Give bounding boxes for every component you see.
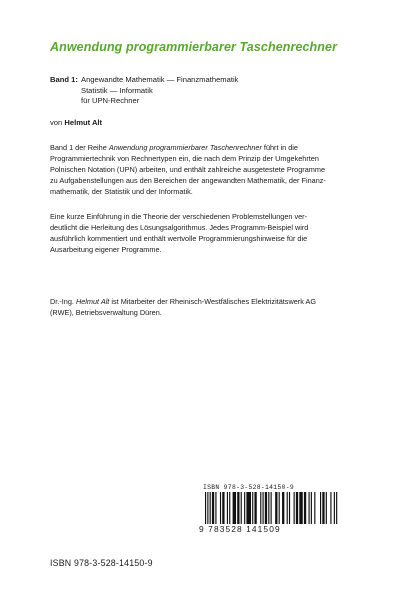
paragraph-line: Polnischen Notation (UPN) arbeiten, und enthält zahlreiche ausgetestete Programme bbox=[50, 164, 326, 174]
series-title: Anwendung programmierbarer Taschenrechner bbox=[50, 40, 338, 54]
barcode-bar bbox=[289, 492, 290, 524]
volume-topic-line: für UPN-Rechner bbox=[81, 96, 140, 106]
description-paragraph bbox=[50, 143, 370, 198]
barcode-bar bbox=[241, 492, 242, 524]
author-line bbox=[50, 118, 102, 127]
paragraph-line: Eine kurze Einführung in die Theorie der verschiedenen Problemstellungen ver- bbox=[50, 212, 308, 221]
paragraph-line: deutlicht die Herleitung des Lösungsalgorithmus. Jedes Programm-Beispiel wird bbox=[50, 222, 309, 232]
barcode-bar bbox=[279, 492, 280, 524]
barcode-bar bbox=[314, 492, 315, 524]
barcode bbox=[199, 484, 357, 534]
paragraph-line: Band 1 der Reihe Anwendung programmierbarer Taschenrechner führt in die bbox=[50, 143, 298, 152]
barcode-isbn-text: ISBN 978-3-528-14150-9 bbox=[203, 484, 294, 491]
introduction-paragraph bbox=[50, 212, 370, 256]
author-prefix: von bbox=[50, 118, 63, 127]
barcode-bar bbox=[326, 492, 327, 524]
barcode-bar bbox=[304, 492, 306, 524]
barcode-bar bbox=[334, 492, 335, 524]
paragraph-line: Ausarbeitung eigener Programme. bbox=[50, 244, 162, 254]
paragraph-line: zu Aufgabenstellungen aus den Bereichen der angewandten Mathematik, der Finanz- bbox=[50, 175, 326, 185]
barcode-bar bbox=[254, 492, 256, 524]
barcode-bar bbox=[320, 492, 321, 524]
barcode-bar bbox=[260, 492, 261, 524]
barcode-bar bbox=[330, 492, 331, 524]
paragraph-line: (RWE), Betriebsverwaltung Düren. bbox=[50, 307, 162, 317]
author-bio-paragraph bbox=[50, 297, 370, 319]
barcode-bars bbox=[205, 492, 351, 524]
barcode-bar bbox=[294, 492, 295, 524]
series-title-italic: Anwendung programmierbarer Taschenrechner bbox=[108, 143, 262, 152]
volume-label: Band 1: bbox=[50, 75, 78, 84]
volume-topic-line: Angewandte Mathematik — Finanzmathematik bbox=[81, 75, 239, 84]
paragraph-line: Programmiertechnik von Rechnertypen ein, die nach dem Prinzip der Umgekehrten bbox=[50, 153, 319, 163]
paragraph-line: ausführlich kommentiert und enthält wertvolle Programmierungshinweise für die bbox=[50, 233, 308, 243]
isbn-number: ISBN 978-3-528-14150-9 bbox=[50, 558, 153, 568]
barcode-digits: 9 783528 141509 bbox=[199, 524, 281, 534]
volume-topic-line: Statistik — Informatik bbox=[81, 85, 153, 95]
barcode-bar bbox=[212, 492, 214, 524]
barcode-bar bbox=[205, 492, 206, 524]
author-name: Helmut Alt bbox=[64, 118, 103, 127]
barcode-bar bbox=[222, 492, 224, 524]
barcode-bar bbox=[282, 492, 284, 524]
barcode-bar bbox=[336, 492, 337, 524]
barcode-bar bbox=[237, 492, 239, 524]
barcode-bar bbox=[233, 492, 236, 524]
barcode-bar bbox=[265, 492, 267, 524]
barcode-bar bbox=[220, 492, 221, 524]
barcode-bar bbox=[229, 492, 230, 524]
paragraph-line: Dr.-Ing. Helmut Alt ist Mitarbeiter der Rheinisch-Westfälisches Elektrizitätswerk AG bbox=[50, 297, 317, 306]
barcode-bar bbox=[263, 492, 264, 524]
barcode-bar bbox=[296, 492, 298, 524]
barcode-bar bbox=[215, 492, 216, 524]
volume-info bbox=[50, 75, 238, 107]
paragraph-line: mathematik, der Statistik und der Informatik. bbox=[50, 186, 193, 196]
barcode-bar bbox=[271, 492, 272, 524]
barcode-bar bbox=[244, 492, 245, 524]
volume-topics bbox=[81, 75, 238, 107]
barcode-bar bbox=[207, 492, 208, 524]
barcode-bar bbox=[246, 492, 251, 524]
barcode-bar bbox=[322, 492, 324, 524]
barcode-bar bbox=[275, 492, 277, 524]
author-name-italic: Helmut Alt bbox=[75, 297, 110, 306]
barcode-bar bbox=[252, 492, 253, 524]
barcode-bar bbox=[299, 492, 302, 524]
barcode-bar bbox=[287, 492, 288, 524]
barcode-bar bbox=[268, 492, 269, 524]
barcode-bar bbox=[309, 492, 310, 524]
barcode-bar bbox=[311, 492, 312, 524]
barcode-bar bbox=[227, 492, 228, 524]
barcode-bar bbox=[210, 492, 211, 524]
